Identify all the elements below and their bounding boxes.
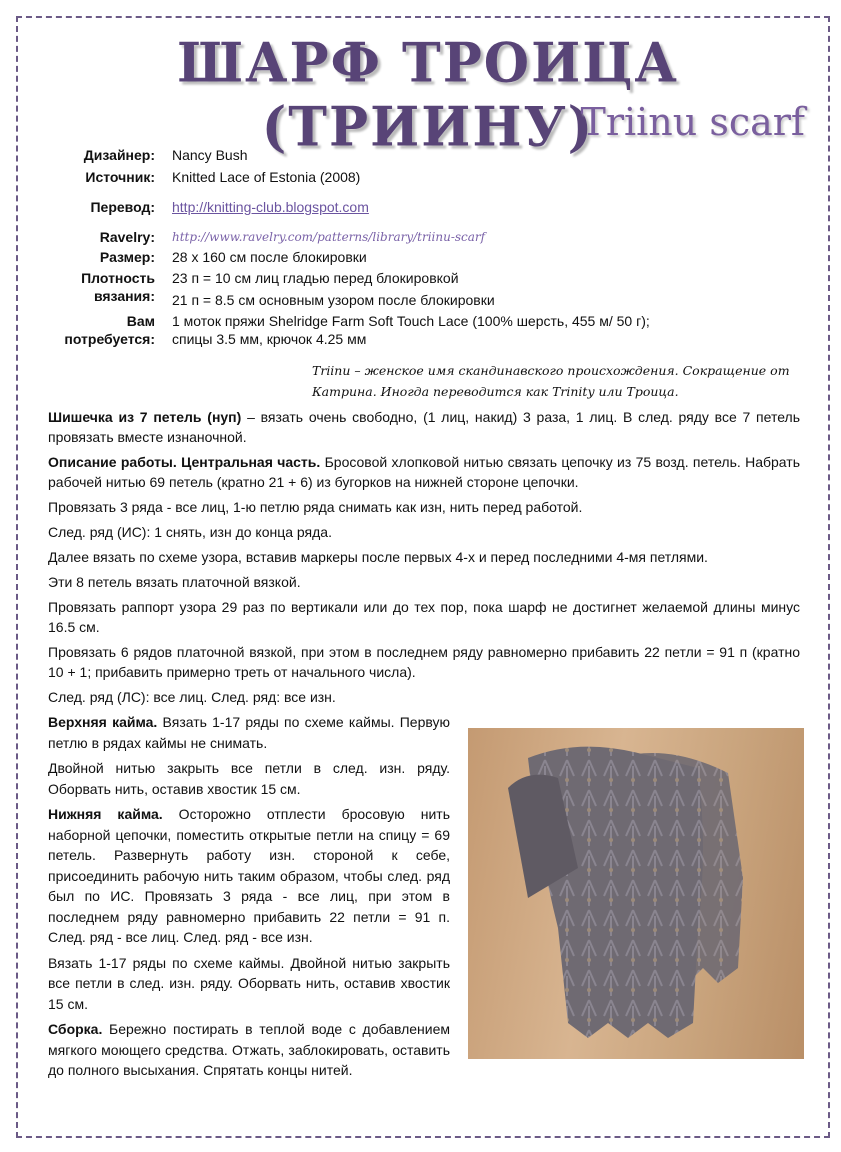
materials-value-2: спицы 3.5 мм, крючок 4.25 мм <box>172 331 367 347</box>
paragraph: Нижняя кайма. Осторожно отплести бросовую нить наборной цепочки, поместить открытые петли на спицу = 69 петель. Развернуть работу изн. стороной к себе, присоединить рабочую нить таким образом, чтобы след. ряд был по ИС. Провязать 3 ряда - все лиц, при этом в последнем ряду равномерно прибавить 22 петли = 91 п. След. ряд - все лиц. След. ряд - все изн. <box>48 806 450 945</box>
paragraph: Верхняя кайма. Вязать 1-17 ряды по схеме каймы. Первую петлю в рядах каймы не снимать. <box>48 714 451 751</box>
source-label: Источник: <box>85 169 155 185</box>
gauge-value-2: 21 п = 8.5 см основным узором после блокировки <box>172 292 495 308</box>
translation-label: Перевод: <box>90 199 155 215</box>
size-value: 28 x 160 см после блокировки <box>172 249 367 265</box>
border-instructions <box>48 712 450 1086</box>
designer-value: Nancy Bush <box>172 147 248 163</box>
paragraph: Далее вязать по схеме узора, вставив маркеры после первых 4-х и перед последними 4-мя петлями. <box>48 549 708 565</box>
designer-label: Дизайнер: <box>83 147 155 163</box>
gauge-value-1: 23 п = 10 см лиц гладью перед блокировкой <box>172 270 459 286</box>
paragraph: Описание работы. Центральная часть. Бросовой хлопковой нитью связать цепочку из 75 возд. петель. Набрать рабочей нитью 69 петель (кратно 21 + 6) из бугорков на нижней стороне цепочки. <box>48 454 800 490</box>
paragraph: Вязать 1-17 ряды по схеме каймы. Двойной нитью закрыть все петли в след. изн. ряду. Оборвать нить, оставив хвостик 15 см. <box>48 954 450 1012</box>
name-note: Triinu – женское имя скандинавского происхождения. Сокращение от Катрина. Иногда переводится как Trinity или Троица. <box>312 363 790 399</box>
paragraph: Эти 8 петель вязать платочной вязкой. <box>48 574 301 590</box>
page-title: ШАРФ ТРОИЦА (ТРИИНУ) <box>177 30 679 160</box>
pattern-info <box>48 146 650 348</box>
source-value: Knitted Lace of Estonia (2008) <box>172 169 361 185</box>
page-subtitle: Triinu scarf <box>580 100 805 144</box>
gauge-label: Плотность вязания: <box>81 270 155 304</box>
materials-label: Вам потребуется: <box>64 313 155 347</box>
instructions <box>48 407 800 712</box>
paragraph: След. ряд (ИС): 1 снять, изн до конца ряда. <box>48 524 332 540</box>
paragraph: Шишечка из 7 петель (нуп) – вязать очень свободно, (1 лиц, накид) 3 раза, 1 лиц. В след. ряду все 7 петель провязать вместе изнаночной. <box>48 409 800 445</box>
size-label: Размер: <box>99 249 155 265</box>
translation-link[interactable]: http://knitting-club.blogspot.com <box>172 199 369 215</box>
paragraph: След. ряд (ЛС): все лиц. След. ряд: все изн. <box>48 689 336 705</box>
scarf-illustration <box>468 728 804 1059</box>
paragraph: Провязать раппорт узора 29 раз по вертикали или до тех пор, пока шарф не достигнет желаемой длины минус 16.5 см. <box>48 599 800 635</box>
paragraph: Провязать 6 рядов платочной вязкой, при этом в последнем ряду равномерно прибавить 22 петли = 91 п (кратно 10 + 1; прибавить примерно треть от начального числа). <box>48 644 800 680</box>
paragraph: Сборка. Бережно постирать в теплой воде с добавлением мягкого моющего средства. Отжать, заблокировать, оставить до полного высыхания. Спрятать концы нитей. <box>48 1021 450 1078</box>
ravelry-link[interactable]: http://www.ravelry.com/patterns/library/triinu-scarf <box>172 230 486 244</box>
paragraph: Провязать 3 ряда - все лиц, 1-ю петлю ряда снимать как изн, нить перед работой. <box>48 499 583 515</box>
paragraph: Двойной нитью закрыть все петли в след. изн. ряду. Оборвать нить, оставив хвостик 15 см. <box>48 760 450 797</box>
ravelry-label: Ravelry: <box>99 229 155 245</box>
scarf-photo <box>468 728 804 1059</box>
materials-value-1: 1 моток пряжи Shelridge Farm Soft Touch Lace (100% шерсть, 455 м/ 50 г); <box>172 313 650 329</box>
